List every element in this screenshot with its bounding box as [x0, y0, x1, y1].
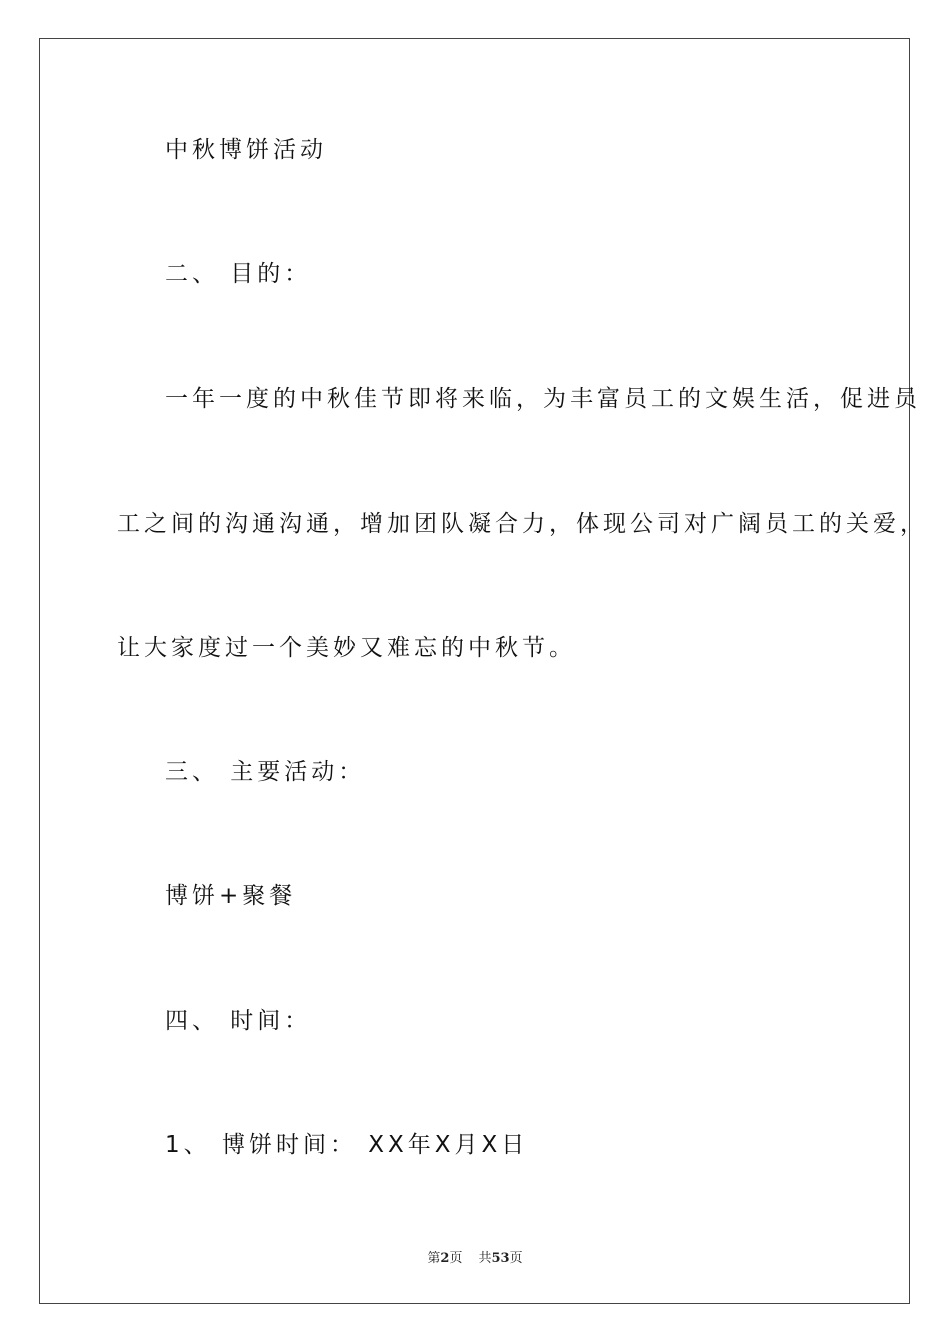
section-heading-purpose: 二、 目的：: [165, 261, 312, 287]
page-border: [39, 38, 910, 1304]
footer-page-suffix: 页: [449, 1251, 463, 1266]
footer-page-current: 2: [440, 1251, 450, 1266]
activity-title: 中秋博饼活动: [165, 137, 327, 163]
footer-total-suffix: 页: [509, 1251, 523, 1266]
section-heading-time: 四、 时间：: [165, 1008, 312, 1034]
footer-total-prefix: 共: [478, 1251, 492, 1266]
activities-content: 博饼+聚餐: [165, 883, 297, 909]
footer-page-prefix: 第: [427, 1251, 441, 1266]
purpose-paragraph-line-3: 让大家度过一个美妙又难忘的中秋节。: [117, 635, 576, 661]
purpose-paragraph-line-2: 工之间的沟通沟通，增加团队凝合力，体现公司对广阔员工的关爱，: [117, 511, 927, 537]
time-item-1: 1、 博饼时间： XX年X月X日: [165, 1132, 529, 1158]
purpose-paragraph-line-1: 一年一度的中秋佳节即将来临，为丰富员工的文娱生活，促进员: [165, 386, 921, 412]
page-footer: [0, 1247, 950, 1266]
footer-page-total: 53: [491, 1251, 510, 1266]
section-heading-activities: 三、 主要活动：: [165, 759, 366, 785]
